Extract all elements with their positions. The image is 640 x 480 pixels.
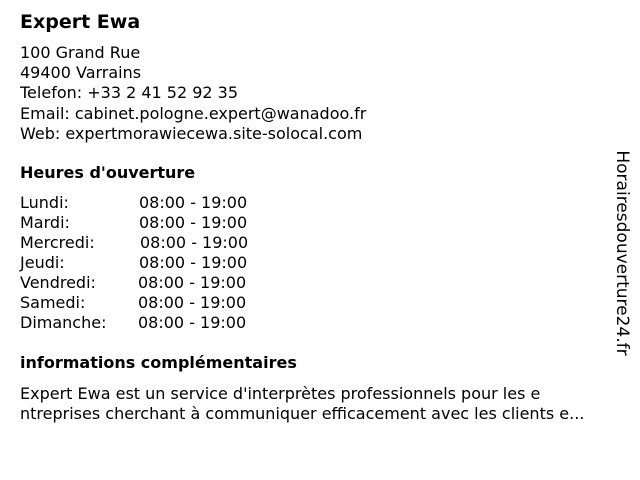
day-label: Jeudi: [20, 253, 65, 272]
hours-row-saturday [20, 293, 280, 313]
email-address: Email: cabinet.pologne.expert@wanadoo.fr [20, 103, 367, 123]
address-street: 100 Grand Rue [20, 43, 141, 62]
hours-row-sunday [20, 313, 280, 333]
address-city: 49400 Varrains [20, 63, 142, 83]
day-label: Mercredi: [20, 233, 95, 252]
day-label: Vendredi: [20, 273, 96, 292]
website-address: Web: expertmorawiecewa.site-solocal.com [20, 123, 363, 143]
additional-info-heading: informations complémentaires [20, 353, 297, 372]
time-value: 08:00 - 19:00 [139, 213, 248, 232]
hours-row-monday [20, 193, 280, 213]
time-value: 08:00 - 19:00 [139, 253, 248, 272]
description-line: ntreprises cherchant à communiquer efficacement avec les clients e... [20, 404, 585, 423]
day-label: Mardi: [20, 213, 70, 232]
time-value: 08:00 - 19:00 [140, 233, 249, 252]
hours-row-wednesday [20, 233, 280, 253]
day-label: Dimanche: [20, 313, 107, 332]
business-name: Expert Ewa [20, 11, 141, 33]
hours-row-friday [20, 273, 280, 293]
description-line: Expert Ewa est un service d'interprètes professionnels pour les e [20, 384, 541, 403]
day-label: Lundi: [20, 193, 69, 212]
time-value: 08:00 - 19:00 [138, 313, 247, 332]
time-value: 08:00 - 19:00 [138, 273, 247, 292]
hours-row-thursday [20, 253, 280, 273]
hours-row-tuesday [20, 213, 280, 233]
time-value: 08:00 - 19:00 [139, 193, 248, 212]
phone-number: Telefon: +33 2 41 52 92 35 [20, 83, 239, 103]
time-value: 08:00 - 19:00 [138, 293, 247, 312]
day-label: Samedi: [20, 293, 86, 312]
site-watermark: Horairesdouverture24.fr [612, 150, 632, 356]
opening-hours-list [20, 193, 280, 333]
contact-info [20, 43, 366, 144]
business-description [20, 384, 632, 424]
opening-hours-heading: Heures d'ouverture [20, 163, 196, 182]
